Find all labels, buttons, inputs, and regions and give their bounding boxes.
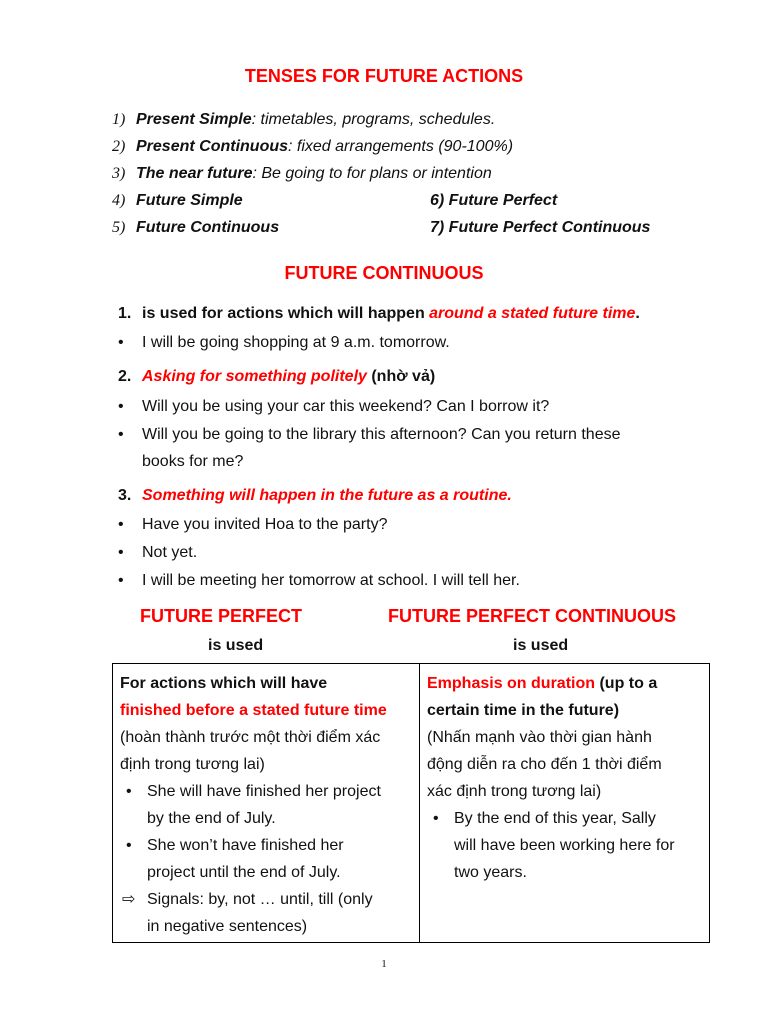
list-item: • Not yet. [118, 539, 197, 566]
list-item-continued: will have been working here for [454, 837, 675, 854]
usage-highlight: Asking for something politely [142, 368, 367, 385]
tense-number: 3) [112, 165, 126, 182]
usage-text: (nhờ vả) [366, 368, 436, 385]
section-heading: FUTURE CONTINUOUS [284, 263, 484, 283]
list-item-continued: project until the end of July. [147, 864, 341, 881]
tense-name: Future Simple [136, 192, 243, 209]
usage-number: 1. [118, 305, 132, 322]
usage-end: . [635, 305, 640, 322]
future-perfect-heading: FUTURE PERFECT [140, 606, 302, 626]
bullet-icon: • [118, 334, 124, 351]
tense-name: Present Continuous [136, 138, 289, 155]
tense-desc: : fixed arrangements (90-100%) [288, 138, 514, 155]
future-perfect-continuous-cell: Emphasis on duration (up to a certain time in the future) (Nhấn mạnh vào thời gian hành động diễn ra cho đến 1 thời điểm xác định trong tương lai) • By the end of this year, Sally will have been working here for two years. [427, 670, 703, 886]
usage-heading [118, 304, 640, 324]
tense-item [112, 218, 732, 245]
usage-number: 2. [118, 368, 132, 385]
table-divider [419, 664, 420, 942]
bullet-icon: • [118, 516, 124, 533]
bullet-icon: • [118, 426, 124, 443]
list-item: • By the end of this year, Sally [427, 805, 703, 832]
usage-heading [118, 486, 512, 506]
is-used-label: is used [208, 637, 264, 654]
bullet-icon: • [118, 572, 124, 589]
usage-highlight: Something will happen in the future as a routine. [142, 487, 512, 504]
tense-number: 2) [112, 138, 126, 155]
bullet-icon: • [118, 398, 124, 415]
list-item: ⇨ Signals: by, not … until, till (only [120, 886, 416, 913]
bullet-icon: • [433, 810, 439, 827]
list-item: • Will you be using your car this weekend? Can I borrow it? [118, 393, 549, 420]
list-item: • Will you be going to the library this afternoon? Can you return these [118, 421, 621, 448]
list-item-continued: two years. [454, 864, 527, 881]
bullet-icon: • [126, 783, 132, 800]
page-number: 1 [381, 958, 387, 970]
future-perfect-continuous-heading: FUTURE PERFECT CONTINUOUS [388, 606, 676, 626]
usage-number: 3. [118, 487, 132, 504]
tense-item [112, 137, 732, 164]
is-used-label: is used [513, 637, 569, 654]
tense-desc: : Be going to for plans or intention [252, 165, 492, 182]
tense-item [112, 191, 732, 218]
tense-name: 7) Future Perfect Continuous [430, 219, 651, 236]
tense-list [112, 110, 732, 245]
arrow-right-icon: ⇨ [122, 891, 136, 908]
list-item: • I will be going shopping at 9 a.m. tomorrow. [118, 329, 450, 356]
list-item: • She won’t have finished her [120, 832, 416, 859]
usage-text: is used for actions which will happen [142, 305, 430, 322]
tense-name: 6) Future Perfect [430, 192, 558, 209]
list-item-continued: by the end of July. [147, 810, 276, 827]
list-item-continued: books for me? [142, 453, 244, 470]
tense-number: 5) [112, 219, 126, 236]
bullet-icon: • [126, 837, 132, 854]
tense-name: Future Continuous [136, 219, 280, 236]
list-item: • I will be meeting her tomorrow at school. I will tell her. [118, 567, 520, 594]
usage-highlight: around a stated future time [429, 305, 636, 322]
list-item-continued: in negative sentences) [147, 918, 308, 935]
tense-item [112, 110, 732, 137]
page-title: TENSES FOR FUTURE ACTIONS [244, 66, 524, 86]
tense-name: Present Simple [136, 111, 252, 128]
comparison-table [112, 663, 710, 943]
future-perfect-cell: For actions which will have finished before a stated future time (hoàn thành trước một thời điểm xác định trong tương lai) • She will have finished her project by the end of July. • She won’t have finished her project until the end of July. ⇨ Signals: by, not … until, till (only in negative sentences) [120, 670, 416, 940]
usage-heading [118, 367, 435, 387]
list-item: • Have you invited Hoa to the party? [118, 511, 387, 538]
tense-item [112, 164, 732, 191]
tense-number: 1) [112, 111, 126, 128]
list-item: • She will have finished her project [120, 778, 416, 805]
tense-name: The near future [136, 165, 253, 182]
tense-desc: : timetables, programs, schedules. [251, 111, 496, 128]
bullet-icon: • [118, 544, 124, 561]
tense-number: 4) [112, 192, 126, 209]
